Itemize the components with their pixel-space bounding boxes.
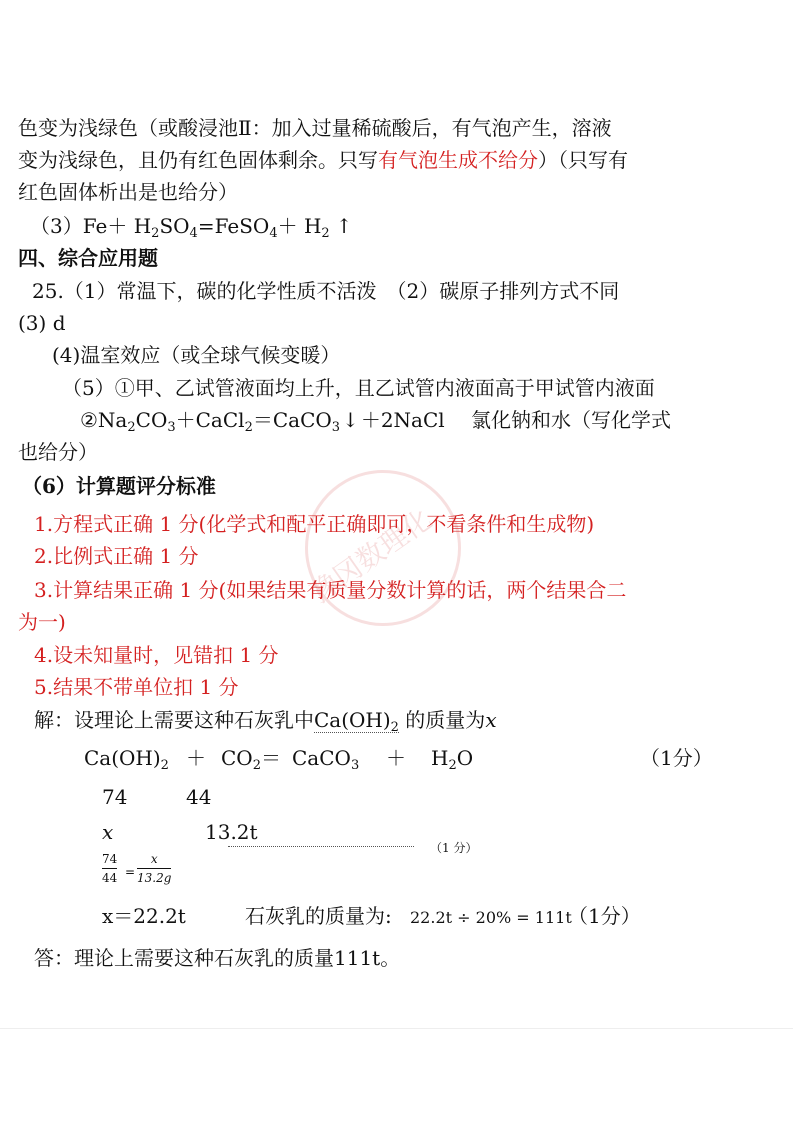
given-value: 13.2t [205,820,258,844]
eq-part: ②Na [80,408,128,432]
paragraph-line-2 [18,146,628,174]
paragraph-line-1: 色变为浅绿色（或酸浸池Ⅱ：加入过量稀硫酸后，有气泡产生，溶液 [18,116,612,140]
q25-part5-equation [80,406,671,442]
fraction-denominator: 13.2g [137,871,172,885]
unknown-x: x [102,820,114,844]
fraction-equals: = [125,865,136,879]
rule-1: 1.方程式正确 1 分(化学式和配平正确即可，不看条件和生成物) [34,512,595,536]
up-arrow: ↑ [335,214,353,238]
q3-eq: =FeSO [197,214,270,238]
molar-mass-2: 44 [186,785,212,809]
q3-plus: ＋ H [277,214,322,238]
molar-mass-1: 74 [102,785,128,809]
eq-text: CO [221,746,253,770]
fraction-denominator: 44 [102,871,118,885]
watermark-text: 豫冈数理化 [304,502,438,610]
paragraph-line-2-text: 变为浅绿色，且仍有红色固体剩余。只写 [18,148,378,172]
paragraph-line-3: 红色固体析出是也给分） [18,180,238,204]
eq-sub: 2 [448,758,457,773]
lime-mass-calc: 22.2t ÷ 20% = 111t [410,908,572,927]
eq-sub: 2 [252,758,261,773]
fraction-numerator: 74 [102,852,118,866]
eq-sub: 2 [127,420,136,435]
fraction-bar [102,868,117,869]
solution-formula [314,708,399,733]
dotted-underline [228,846,414,847]
q6-heading: （6）计算题评分标准 [22,474,216,498]
q25-part1-2: 25.（1）常温下，碳的化学性质不活泼 （2）碳原子排列方式不同 [32,279,620,303]
paragraph-line-2-end: ）（只写有 [538,148,628,172]
eq-part: CO [135,408,168,432]
equation-product-2 [431,744,473,780]
eq-part: ＋CaCl [175,408,245,432]
q3-sub: 4 [189,226,198,241]
rule-2: 2.比例式正确 1 分 [34,544,199,568]
eq-sub: 3 [167,420,176,435]
rule-3: 3.计算结果正确 1 分(如果结果有质量分数计算的话，两个结果合二 [34,578,627,602]
final-answer: 答：理论上需要这种石灰乳的质量111t。 [34,946,401,970]
eq-part: ＝CaCO [252,408,332,432]
eq-text: O [456,746,474,770]
eq-sub: 3 [350,758,360,773]
formula-text: Ca(OH) [314,708,391,732]
fraction-74-44 [102,852,117,885]
rule-3-cont: 为一) [18,610,66,634]
red-note: 有气泡生成不给分 [378,148,538,172]
equation-plus-2: ＋ [386,746,406,770]
equation-plus-1: ＋ [186,746,206,770]
solution-setup-text: 解：设理论上需要这种石灰乳中 [34,708,314,732]
variable-x: x [485,708,497,732]
q3-sub: 2 [321,226,330,241]
page-bottom-divider [0,1028,793,1029]
solution-setup [34,706,497,742]
eq-text: CaCO [292,746,351,770]
rule-5: 5.结果不带单位扣 1 分 [34,675,239,699]
equation-product-1 [292,744,359,780]
equation-reactant-1 [84,744,169,780]
question-3-equation [30,212,352,248]
proportion-score: （1 分） [430,841,478,855]
fraction-bar [137,868,171,869]
eq-sub: 2 [160,758,169,773]
eq-text: H [431,746,449,770]
rule-4: 4.设未知量时，见错扣 1 分 [34,643,279,667]
eq-sub: 3 [331,420,341,435]
eq-equals: ＝ [260,746,281,770]
q3-sub: 4 [269,226,278,241]
down-arrow: ↓ [342,408,359,432]
fraction-numerator: x [150,852,158,866]
q25-part4: (4)温室效应（或全球气候变暖） [52,343,341,367]
q25-part5-note: 也给分） [18,440,98,464]
formula-sub: 2 [390,720,399,735]
fraction-x-13-2g [137,852,171,885]
eq-part: ＋2NaCl 氯化钠和水（写化学式 [360,408,672,432]
equation-score: （1分） [640,746,713,770]
q3-sub: 2 [151,226,160,241]
section-heading-4: 四、综合应用题 [18,246,158,270]
equation-reactant-2 [221,744,281,780]
q3-prefix: （3）Fe＋ H [30,214,152,238]
eq-sub: 2 [244,420,253,435]
q25-part5: （5）①甲、乙试管液面均上升，且乙试管内液面高于甲试管内液面 [62,376,655,400]
result-score: （1分） [568,904,641,928]
solution-suffix: 的质量为 [398,708,486,732]
eq-text: Ca(OH) [84,746,161,770]
q25-part3: (3) d [18,311,66,335]
lime-mass-label: 石灰乳的质量为: [245,904,392,928]
q3-so: SO [159,214,190,238]
result-x: x＝22.2t [102,904,186,928]
